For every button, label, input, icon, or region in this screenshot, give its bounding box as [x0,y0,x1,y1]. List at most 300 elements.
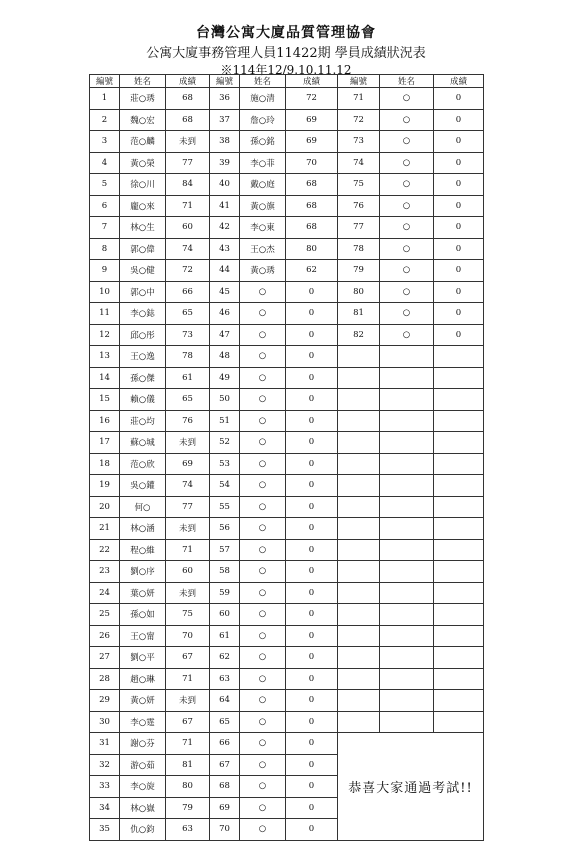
student-score: 0 [434,152,484,174]
student-number: 70 [210,819,240,841]
student-number: 78 [338,238,380,260]
empty-cell [338,432,380,454]
student-number: 76 [338,195,380,217]
student-score: 71 [166,195,210,217]
student-name: 蘇○城 [120,432,166,454]
student-name: ○ [240,367,286,389]
student-score: 0 [286,453,338,475]
student-score: 84 [166,174,210,196]
student-name: ○ [240,303,286,325]
student-score: 74 [166,475,210,497]
student-name: 孫○銘 [240,131,286,153]
student-number: 55 [210,496,240,518]
header-name: 姓名 [380,75,434,88]
table-row [90,475,484,497]
student-number: 62 [210,647,240,669]
student-name: 邱○彤 [120,324,166,346]
student-name: 王○杰 [240,238,286,260]
exam-date: ※114年12/9.10.11.12 [220,63,352,77]
student-name: 黃○榮 [120,152,166,174]
student-score: 69 [286,109,338,131]
student-number: 10 [90,281,120,303]
student-number: 6 [90,195,120,217]
table-row [90,733,484,755]
empty-cell [434,561,484,583]
student-score: 0 [286,819,338,841]
student-number: 72 [338,109,380,131]
student-score: 65 [166,303,210,325]
student-score: 0 [286,625,338,647]
empty-cell [434,647,484,669]
student-number: 3 [90,131,120,153]
student-score: 0 [434,195,484,217]
student-score: 78 [166,346,210,368]
student-number: 29 [90,690,120,712]
student-name: ○ [380,217,434,239]
empty-cell [434,367,484,389]
student-score: 77 [166,496,210,518]
empty-cell [434,604,484,626]
student-name: 戴○庭 [240,174,286,196]
student-name: ○ [240,776,286,798]
student-score: 71 [166,733,210,755]
student-number: 14 [90,367,120,389]
student-score: 0 [434,324,484,346]
student-score: 72 [166,260,210,282]
student-number: 44 [210,260,240,282]
student-name: 黃○琇 [240,260,286,282]
student-score: 62 [286,260,338,282]
student-number: 43 [210,238,240,260]
empty-cell [380,668,434,690]
empty-cell [338,539,380,561]
student-number: 82 [338,324,380,346]
student-score: 61 [166,367,210,389]
student-number: 33 [90,776,120,798]
student-number: 13 [90,346,120,368]
student-name: 孫○如 [120,604,166,626]
student-number: 66 [210,733,240,755]
empty-cell [338,475,380,497]
table-row [90,152,484,174]
student-name: 何○ [120,496,166,518]
student-number: 63 [210,668,240,690]
student-name: ○ [240,496,286,518]
congratulations-message: 恭喜大家通過考試!! [338,733,484,841]
student-number: 16 [90,410,120,432]
student-name: ○ [240,475,286,497]
student-name: 仇○鈞 [120,819,166,841]
table-row [90,88,484,110]
header-score: 成績 [166,75,210,88]
student-name: 王○逸 [120,346,166,368]
table-row [90,109,484,131]
student-name: 吳○鑵 [120,475,166,497]
empty-cell [434,453,484,475]
empty-cell [338,625,380,647]
student-name: 莊○均 [120,410,166,432]
student-score: 0 [286,389,338,411]
student-number: 9 [90,260,120,282]
empty-cell [434,668,484,690]
table-row [90,711,484,733]
empty-cell [338,518,380,540]
empty-cell [380,518,434,540]
student-score: 74 [166,238,210,260]
student-score: 0 [286,647,338,669]
student-score: 0 [286,410,338,432]
student-number: 67 [210,754,240,776]
student-number: 50 [210,389,240,411]
table-row [90,539,484,561]
student-score: 60 [166,561,210,583]
student-score: 0 [286,367,338,389]
empty-cell [338,453,380,475]
student-number: 20 [90,496,120,518]
student-number: 12 [90,324,120,346]
student-name: ○ [380,131,434,153]
score-table [89,74,484,841]
student-name: 龐○來 [120,195,166,217]
student-number: 56 [210,518,240,540]
student-name: ○ [240,453,286,475]
student-score: 0 [286,754,338,776]
header-name: 姓名 [240,75,286,88]
student-score: 0 [286,346,338,368]
student-score: 0 [286,518,338,540]
student-score: 73 [166,324,210,346]
empty-cell [380,346,434,368]
student-score: 0 [286,561,338,583]
student-name: ○ [240,819,286,841]
student-name: ○ [240,346,286,368]
student-number: 27 [90,647,120,669]
student-number: 71 [338,88,380,110]
student-score: 0 [286,733,338,755]
student-name: ○ [240,582,286,604]
student-number: 51 [210,410,240,432]
table-row [90,496,484,518]
student-score: 未到 [166,131,210,153]
table-row [90,324,484,346]
student-score: 67 [166,647,210,669]
empty-cell [434,410,484,432]
student-number: 58 [210,561,240,583]
student-score: 0 [286,496,338,518]
student-score: 71 [166,539,210,561]
table-row [90,582,484,604]
student-name: 王○甯 [120,625,166,647]
student-number: 4 [90,152,120,174]
student-number: 35 [90,819,120,841]
empty-cell [380,604,434,626]
table-row [90,281,484,303]
header-score: 成績 [434,75,484,88]
student-number: 65 [210,711,240,733]
empty-cell [380,410,434,432]
empty-cell [338,604,380,626]
empty-cell [338,410,380,432]
table-row [90,453,484,475]
student-name: 李○旋 [120,776,166,798]
student-name: 李○菲 [240,152,286,174]
table-row [90,604,484,626]
report-subtitle: 公寓大廈事務管理人員11422期 學員成績狀況表 [146,46,426,61]
student-score: 0 [286,668,338,690]
student-name: 黃○妍 [120,690,166,712]
student-score: 69 [166,453,210,475]
student-number: 36 [210,88,240,110]
student-score: 70 [286,152,338,174]
student-name: 范○欣 [120,453,166,475]
association-title: 台灣公寓大廈品質管理協會 [196,25,376,41]
student-score: 68 [166,88,210,110]
student-score: 0 [434,260,484,282]
student-number: 30 [90,711,120,733]
empty-cell [338,496,380,518]
empty-cell [380,496,434,518]
student-number: 19 [90,475,120,497]
student-score: 71 [166,668,210,690]
student-name: ○ [240,410,286,432]
student-number: 28 [90,668,120,690]
student-name: 謝○芬 [120,733,166,755]
student-name: 劉○序 [120,561,166,583]
empty-cell [338,582,380,604]
student-score: 0 [286,604,338,626]
empty-cell [338,690,380,712]
student-score: 70 [166,625,210,647]
empty-cell [434,690,484,712]
student-score: 0 [434,217,484,239]
empty-cell [338,647,380,669]
student-number: 8 [90,238,120,260]
student-number: 2 [90,109,120,131]
student-name: ○ [380,109,434,131]
empty-cell [380,711,434,733]
student-score: 0 [434,303,484,325]
student-name: ○ [240,324,286,346]
student-score: 0 [434,131,484,153]
student-name: 施○清 [240,88,286,110]
student-score: 80 [286,238,338,260]
table-header-row [90,75,484,88]
empty-cell [338,561,380,583]
student-score: 0 [286,776,338,798]
student-name: 賴○儀 [120,389,166,411]
student-name: ○ [380,260,434,282]
student-name: ○ [240,690,286,712]
empty-cell [380,561,434,583]
student-number: 52 [210,432,240,454]
student-score: 未到 [166,690,210,712]
student-name: ○ [240,432,286,454]
student-number: 39 [210,152,240,174]
table-row [90,217,484,239]
student-score: 未到 [166,518,210,540]
table-row [90,346,484,368]
student-name: ○ [380,324,434,346]
student-number: 1 [90,88,120,110]
student-number: 77 [338,217,380,239]
student-score: 68 [286,195,338,217]
empty-cell [434,539,484,561]
student-name: 劉○平 [120,647,166,669]
student-name: 林○生 [120,217,166,239]
table-row [90,561,484,583]
student-score: 63 [166,819,210,841]
student-score: 0 [286,690,338,712]
student-number: 23 [90,561,120,583]
empty-cell [434,389,484,411]
student-name: 李○鋕 [120,303,166,325]
table-row [90,518,484,540]
student-number: 15 [90,389,120,411]
student-number: 53 [210,453,240,475]
student-score: 0 [434,281,484,303]
student-number: 69 [210,797,240,819]
student-number: 45 [210,281,240,303]
student-number: 32 [90,754,120,776]
student-name: 程○維 [120,539,166,561]
student-name: ○ [240,561,286,583]
student-name: 葉○妍 [120,582,166,604]
table-row [90,303,484,325]
student-name: ○ [240,518,286,540]
student-name: 莊○琇 [120,88,166,110]
empty-cell [380,432,434,454]
student-name: 詹○玲 [240,109,286,131]
empty-cell [380,389,434,411]
student-score: 79 [166,797,210,819]
empty-cell [380,367,434,389]
student-number: 37 [210,109,240,131]
student-number: 57 [210,539,240,561]
student-number: 24 [90,582,120,604]
empty-cell [434,582,484,604]
student-score: 0 [286,432,338,454]
empty-cell [434,346,484,368]
header-name: 姓名 [120,75,166,88]
student-name: ○ [380,281,434,303]
empty-cell [380,539,434,561]
empty-cell [434,432,484,454]
table-row [90,668,484,690]
student-number: 34 [90,797,120,819]
student-number: 17 [90,432,120,454]
student-number: 22 [90,539,120,561]
student-score: 0 [286,475,338,497]
student-number: 49 [210,367,240,389]
student-name: ○ [240,797,286,819]
student-score: 未到 [166,432,210,454]
student-number: 11 [90,303,120,325]
student-name: ○ [240,647,286,669]
student-number: 25 [90,604,120,626]
header-number: 編號 [210,75,240,88]
student-score: 0 [286,303,338,325]
student-score: 77 [166,152,210,174]
student-number: 54 [210,475,240,497]
student-number: 46 [210,303,240,325]
empty-cell [338,711,380,733]
student-score: 76 [166,410,210,432]
student-name: 魏○宏 [120,109,166,131]
student-name: ○ [240,733,286,755]
student-score: 75 [166,604,210,626]
student-number: 18 [90,453,120,475]
empty-cell [338,367,380,389]
empty-cell [434,518,484,540]
student-number: 59 [210,582,240,604]
student-score: 81 [166,754,210,776]
table-row [90,647,484,669]
empty-cell [434,711,484,733]
student-name: 林○涵 [120,518,166,540]
student-name: ○ [380,238,434,260]
student-score: 67 [166,711,210,733]
student-name: ○ [240,389,286,411]
student-number: 21 [90,518,120,540]
student-name: ○ [240,604,286,626]
student-number: 41 [210,195,240,217]
student-name: ○ [240,625,286,647]
student-score: 72 [286,88,338,110]
student-score: 0 [286,324,338,346]
student-name: ○ [380,174,434,196]
empty-cell [380,647,434,669]
student-number: 42 [210,217,240,239]
student-name: ○ [240,711,286,733]
student-score: 68 [286,174,338,196]
student-name: ○ [380,88,434,110]
table-row [90,260,484,282]
student-number: 75 [338,174,380,196]
empty-cell [434,625,484,647]
student-score: 60 [166,217,210,239]
student-name: 徐○川 [120,174,166,196]
student-name: ○ [380,152,434,174]
empty-cell [338,668,380,690]
student-score: 0 [434,88,484,110]
student-number: 80 [338,281,380,303]
student-name: 郭○中 [120,281,166,303]
table-row [90,131,484,153]
table-row [90,238,484,260]
student-score: 80 [166,776,210,798]
student-name: 趙○琳 [120,668,166,690]
header-number: 編號 [90,75,120,88]
student-number: 31 [90,733,120,755]
table-row [90,389,484,411]
table-row [90,432,484,454]
student-number: 5 [90,174,120,196]
empty-cell [338,346,380,368]
student-score: 未到 [166,582,210,604]
student-name: 李○霆 [120,711,166,733]
empty-cell [434,475,484,497]
student-score: 0 [286,281,338,303]
student-number: 61 [210,625,240,647]
student-score: 0 [434,109,484,131]
student-score: 69 [286,131,338,153]
student-number: 7 [90,217,120,239]
table-row [90,625,484,647]
table-row [90,690,484,712]
empty-cell [380,690,434,712]
student-number: 74 [338,152,380,174]
header-score: 成績 [286,75,338,88]
